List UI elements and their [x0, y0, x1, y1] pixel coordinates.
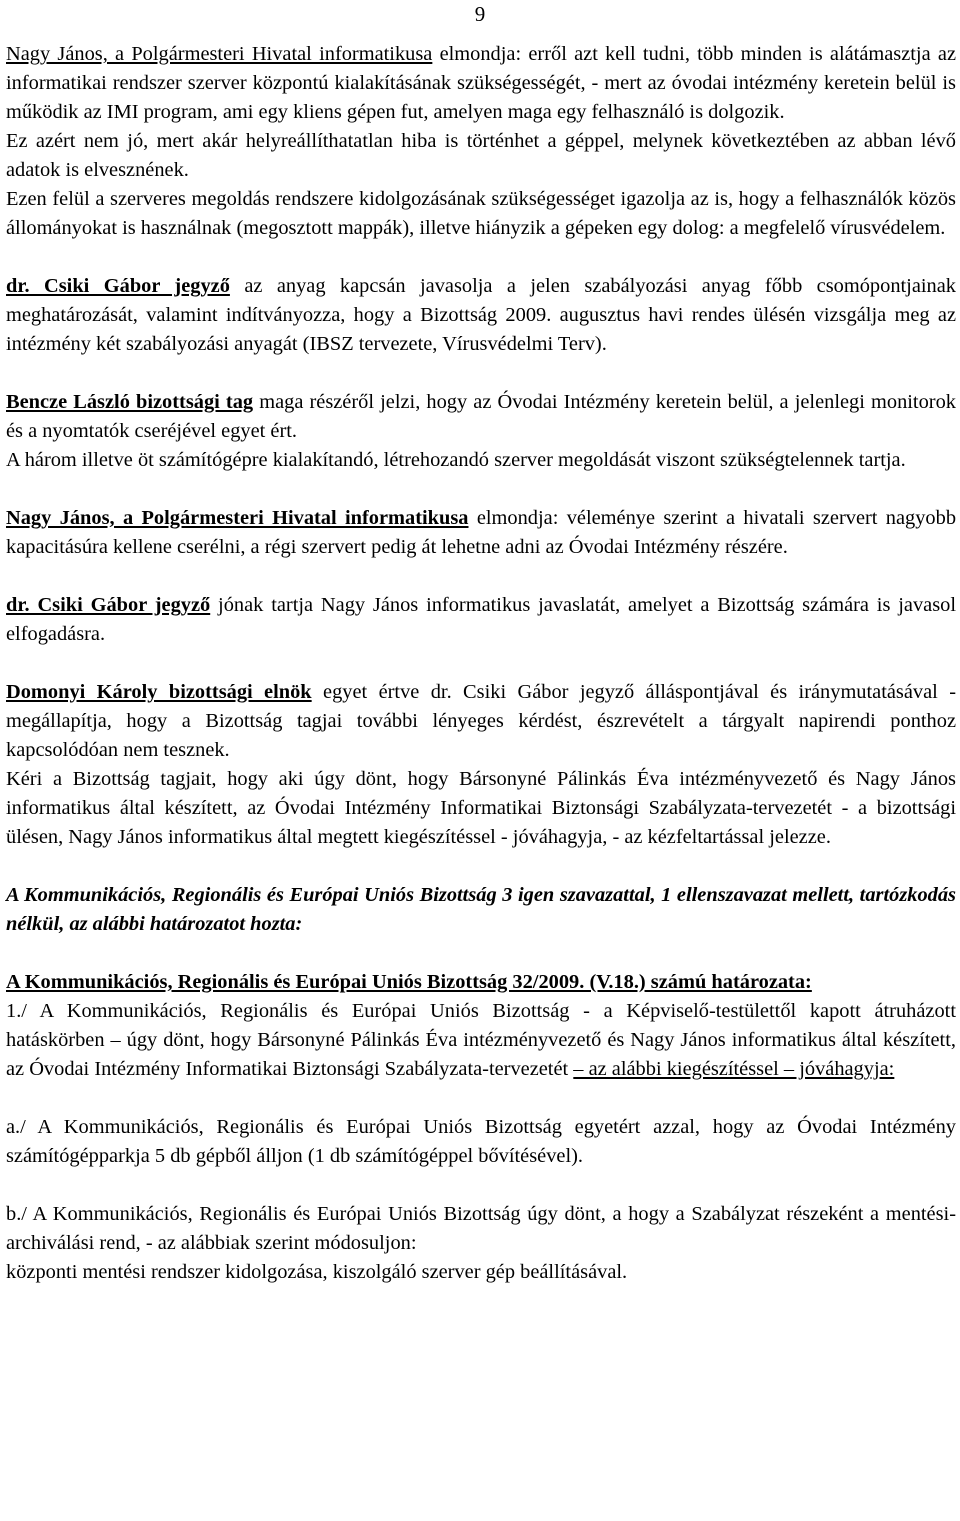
paragraph	[6, 40, 956, 127]
resolution-item-b-line: központi mentési rendszer kidolgozása, kiszolgáló szerver gép beállításával.	[6, 1261, 628, 1283]
vote-result: A Kommunikációs, Regionális és Európai Uniós Bizottság 3 igen szavazattal, 1 ellenszavazat mellett, tartózkodás nélkül, az alábbi határozatot hozta:	[6, 884, 956, 935]
paragraph-text: jónak tartja Nagy János informatikus javaslatát, amelyet a Bizottság számára is javasol elfogadásra.	[6, 594, 956, 645]
resolution-header: A Kommunikációs, Regionális és Európai Uniós Bizottság 32/2009. (V.18.) számú határozata:	[6, 971, 812, 993]
resolution-item-1	[6, 997, 956, 1084]
paragraph-text: az anyag kapcsán javasolja a jelen szabályozási anyag főbb csomópontjainak meghatározását, valamint indítványozza, hogy a Bizottság 2009. augusztus havi rendes ülésén vizsgálja meg az intézmény két szabályozási anyagát (IBSZ tervezete, Vírusvédelmi Terv).	[6, 275, 956, 355]
paragraph	[6, 504, 956, 562]
paragraph	[6, 272, 956, 359]
document-body	[6, 40, 956, 1287]
paragraph-text: elmondja: erről azt kell tudni, több minden is alátámasztja az informatikai rendszer szerver központú kialakításának szükségességét, - mert az óvodai intézmény keretein belül is működik az IMI program, ami egy kliens gépen fut, amelyen maga egy felhasználó is dolgozik.	[6, 43, 956, 123]
paragraph: Ez azért nem jó, mert akár helyreállíthatatlan hiba is történhet a géppel, melynek következtében az abban lévő adatok is elvesznének.	[6, 130, 956, 181]
speaker-name: dr. Csiki Gábor jegyző	[6, 594, 211, 616]
speaker-name: Nagy János, a Polgármesteri Hivatal informatikusa	[6, 507, 469, 529]
speaker-name: Domonyi Károly bizottsági elnök	[6, 681, 312, 703]
resolution-item-underlined: – az alábbi kiegészítéssel – jóváhagyja:	[573, 1058, 895, 1080]
resolution-item-text: 1./ A Kommunikációs, Regionális és Európai Uniós Bizottság - a Képviselő-testülettől kapott átruházott hatáskörben – úgy dönt, hogy Bársonyné Pálinkás Éva intézményvezető és Nagy János informatikus által készített, az Óvodai Intézmény Informatikai Biztonsági Szabályzata-tervezetét	[6, 1000, 956, 1080]
paragraph-text: egyet értve dr. Csiki Gábor jegyző álláspontjával és iránymutatásával - megállapítja, hogy a Bizottság tagjai további lényeges kérdést, észrevételt a tárgyalt napirendi ponthoz kapcsolódóan nem tesznek.	[6, 681, 956, 761]
speaker-name: Nagy János, a Polgármesteri Hivatal informatikusa	[6, 43, 433, 65]
paragraph	[6, 591, 956, 649]
paragraph: A három illetve öt számítógépre kialakítandó, létrehozandó szerver megoldását viszont szükségtelennek tartja.	[6, 449, 906, 471]
paragraph-text: maga részéről jelzi, hogy az Óvodai Intézmény keretein belül, a jelenlegi monitorok és a nyomtatók cseréjével egyet ért.	[6, 391, 956, 442]
paragraph	[6, 678, 956, 765]
paragraph: Kéri a Bizottság tagjait, hogy aki úgy dönt, hogy Bársonyné Pálinkás Éva intézményvezető és Nagy János informatikus által készített, az Óvodai Intézmény Informatikai Biztonsági Szabályzata-tervezetét - a bizottsági ülésen, Nagy János informatikus által megtett kiegészítéssel - jóváhagyja, - az kézfeltartással jelezze.	[6, 768, 956, 848]
paragraph	[6, 388, 956, 446]
paragraph-text: elmondja: véleménye szerint a hivatali szervert nagyobb kapacitásúra kellene cserélni, a régi szervert pedig át lehetne adni az Óvodai Intézmény részére.	[6, 507, 957, 558]
resolution-item-b: b./ A Kommunikációs, Regionális és Európai Uniós Bizottság úgy dönt, a hogy a Szabályzat részeként a mentési-archiválási rend, - az alábbiak szerint módosuljon:	[6, 1203, 956, 1254]
paragraph: Ezen felül a szerveres megoldás rendszere kidolgozásának szükségességet igazolja az is, hogy a felhasználók közös állományokat is használnak (megosztott mappák), illetve hiányzik a gépeken egy dolog: a megfelelő vírusvédelem.	[6, 188, 956, 239]
resolution-item-a: a./ A Kommunikációs, Regionális és Európai Uniós Bizottság egyetért azzal, hogy az Óvodai Intézmény számítógépparkja 5 db gépből álljon (1 db számítógéppel bővítésével).	[6, 1116, 956, 1167]
speaker-name: dr. Csiki Gábor jegyző	[6, 275, 230, 297]
speaker-name: Bencze László bizottsági tag	[6, 391, 254, 413]
page-number: 9	[474, 2, 486, 26]
